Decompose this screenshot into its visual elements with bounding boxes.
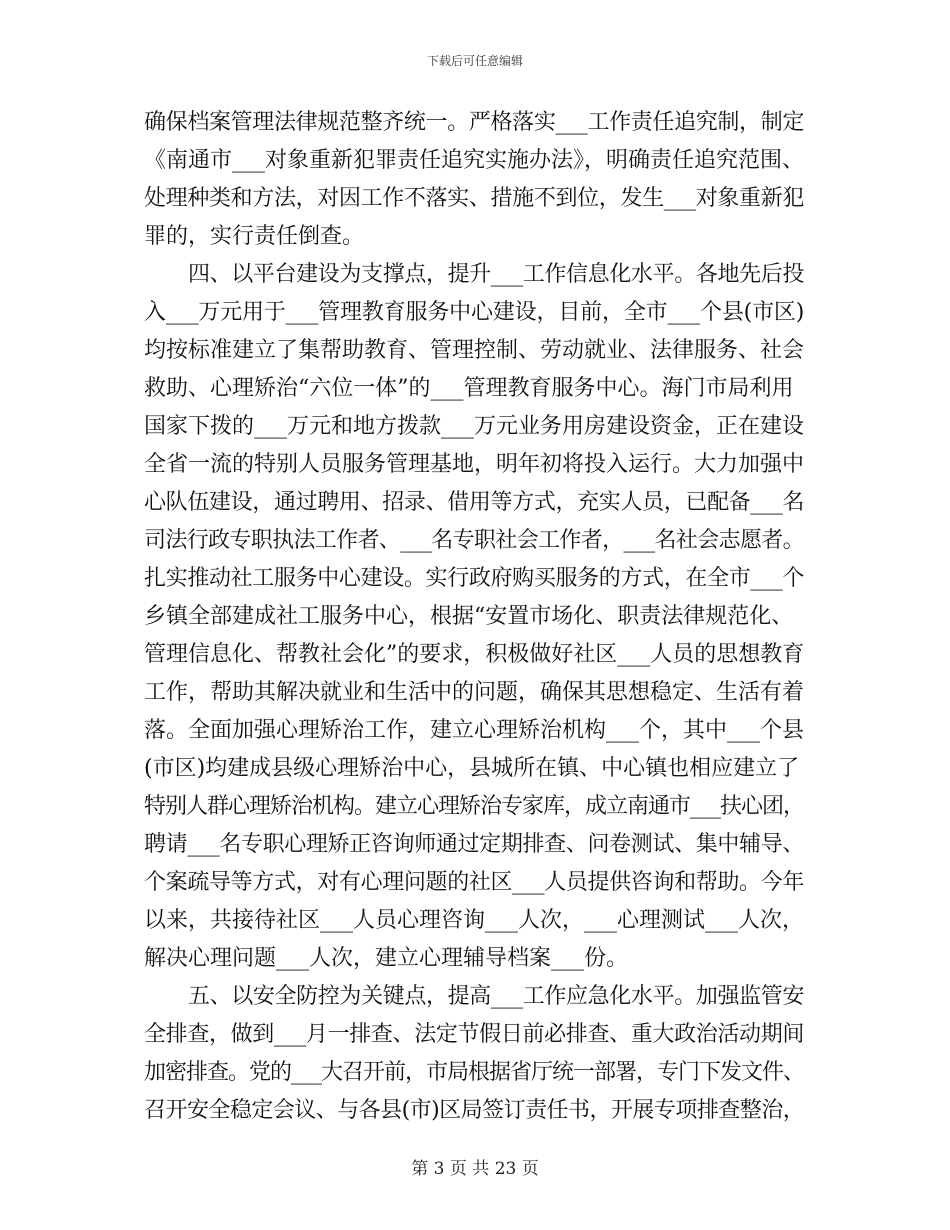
body-text-line: 召开安全稳定会议、与各县(市)区局签订责任书，开展专项排查整治， <box>144 1098 805 1123</box>
body-text-line: 国家下拨的___万元和地方拨款___万元业务用房建设资金，正在建设 <box>144 414 805 439</box>
body-text-line: (市区)均建成县级心理矫治中心，县城所在镇、中心镇也相应建立了 <box>144 756 800 781</box>
body-text-line: 《南通市___对象重新犯罪责任追究实施办法》，明确责任追究范围、 <box>144 148 805 173</box>
body-text-line: 管理信息化、帮教社会化”的要求，积极做好社区___人员的思想教育 <box>144 642 805 667</box>
body-text-line: 乡镇全部建成社工服务中心，根据“安置市场化、职责法律规范化、 <box>144 604 794 629</box>
page-number-footer: 第 3 页 共 23 页 <box>411 1159 539 1179</box>
body-text-line: 解决心理问题___人次，建立心理辅导档案___份。 <box>144 946 629 971</box>
body-text-line: 全排查，做到___月一排查、法定节假日前必排查、重大政治活动期间 <box>144 1022 805 1047</box>
body-text-line: 心队伍建设，通过聘用、招录、借用等方式，充实人员，已配备___名 <box>144 490 805 515</box>
body-text-line: 以来，共接待社区___人员心理咨询___人次，___心理测试___人次， <box>144 908 805 933</box>
body-text-line: 加密排查。党的___大召开前，市局根据省厅统一部署，专门下发文件、 <box>144 1060 805 1085</box>
body-text-line: 入___万元用于___管理教育服务中心建设，目前，全市___个县(市区) <box>144 300 805 325</box>
body-text-line: 司法行政专职执法工作者、___名专职社会工作者，___名社会志愿者。 <box>144 528 805 553</box>
body-text-line: 全省一流的特别人员服务管理基地，明年初将投入运行。大力加强中 <box>144 452 805 477</box>
body-text-line: 个案疏导等方式，对有心理问题的社区___人员提供咨询和帮助。今年 <box>144 870 805 895</box>
body-text-line: 聘请___名专职心理矫正咨询师通过定期排查、问卷测试、集中辅导、 <box>144 832 805 857</box>
body-text-line: 均按标准建立了集帮助教育、管理控制、劳动就业、法律服务、社会 <box>144 338 805 363</box>
body-text-line: 救助、心理矫治“六位一体”的___管理教育服务中心。海门市局利用 <box>144 376 794 401</box>
body-text-line: 特别人群心理矫治机构。建立心理矫治专家库，成立南通市___扶心团， <box>144 794 805 819</box>
body-text-line: 扎实推动社工服务中心建设。实行政府购买服务的方式，在全市___个 <box>144 566 805 591</box>
body-text-line: 工作，帮助其解决就业和生活中的问题，确保其思想稳定、生活有着 <box>144 680 805 705</box>
body-text-line: 确保档案管理法律规范整齐统一。严格落实___工作责任追究制，制定 <box>144 110 805 135</box>
body-text-line: 处理种类和方法，对因工作不落实、措施不到位，发生___对象重新犯 <box>144 186 805 211</box>
body-text-line: 五、以安全防控为关键点，提高___工作应急化水平。加强监管安 <box>188 984 805 1009</box>
body-text-line: 四、以平台建设为支撑点，提升___工作信息化水平。各地先后投 <box>188 262 805 287</box>
page-header-note: 下载后可任意编辑 <box>426 54 523 68</box>
body-text-line: 落。全面加强心理矫治工作，建立心理矫治机构___个，其中___个县 <box>144 718 805 743</box>
body-text-line: 罪的，实行责任倒查。 <box>144 224 365 249</box>
document-body <box>144 104 804 1130</box>
